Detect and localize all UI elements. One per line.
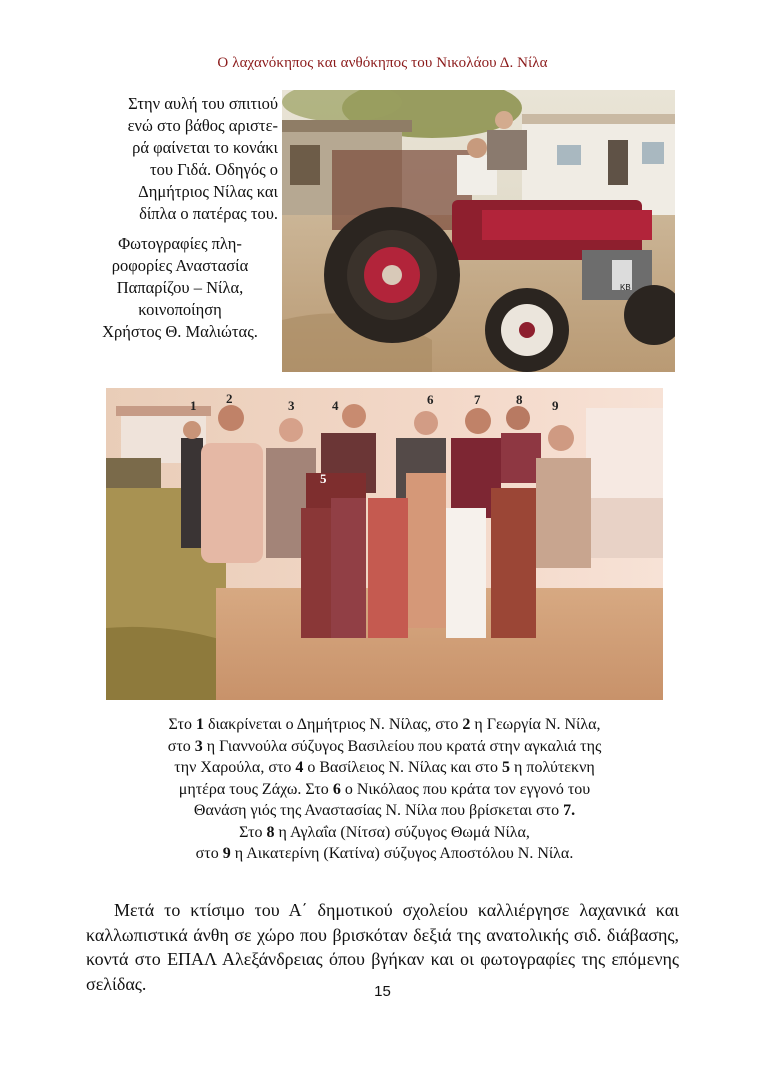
person-number-5: 5: [320, 471, 327, 486]
person-number-7: 7: [474, 392, 481, 407]
caption-text: η Γιαννούλα σύζυγος Βασιλείου που κρατά στην αγκαλιά της: [202, 737, 602, 755]
caption-text: Στο: [168, 716, 196, 733]
caption-text: μητέρα τους Ζάχω. Στο: [178, 780, 333, 798]
caption-number: 3: [194, 737, 203, 755]
family-illustration: [106, 388, 663, 700]
person-number-2: 2: [226, 391, 233, 406]
caption-text: την Χαρούλα, στο: [174, 759, 296, 776]
description-line: του Γιδά. Οδηγός ο: [149, 160, 278, 179]
caption-text: στο: [195, 845, 223, 862]
caption-text: η Αγλαΐα (Νίτσα) σύζυγος Θωμά Νίλα,: [274, 823, 530, 841]
caption-text: Θανάση γιός της Αναστασίας Ν. Νίλα που βρίσκεται στο: [193, 802, 564, 819]
credit-line: κοινοποίηση: [138, 300, 222, 319]
photo-description: [82, 93, 278, 351]
person-number-8: 8: [516, 392, 523, 407]
caption-text: η Αικατερίνη (Κατίνα) σύζυγος Αποστόλου Ν. Νίλα.: [230, 845, 574, 862]
tractor-photo: [282, 90, 675, 372]
credit-line: ροφορίες Αναστασία: [111, 256, 249, 275]
description-line: Δημήτριος Νίλας και: [138, 182, 278, 201]
description-line: δίπλα ο πατέρας του.: [139, 204, 278, 223]
caption-text: Στο: [239, 823, 267, 841]
page-number: 15: [374, 983, 391, 1000]
person-number-6: 6: [427, 392, 434, 407]
caption-number: 4: [295, 759, 304, 776]
caption-text: στο: [167, 737, 195, 755]
caption-number: 9: [222, 845, 231, 862]
tractor-illustration: [282, 90, 675, 372]
caption-number: 1: [195, 716, 204, 733]
caption-number: 6: [332, 780, 341, 798]
person-number-4: 4: [332, 398, 339, 413]
person-number-3: 3: [288, 398, 295, 413]
caption-text: η πολύτεκνη: [510, 759, 595, 776]
tractor-plate: ΚΒ: [620, 283, 631, 292]
person-number-9: 9: [552, 398, 559, 413]
description-line: ενώ στο βάθος αριστε-: [127, 116, 278, 135]
caption-number: 7.: [563, 802, 576, 819]
body-paragraph: Μετά το κτίσιμο του Α΄ δημοτικού σχολείου καλλιέργησε λαχανικά και καλλωπιστικά άνθη σε χώρο που βρισκόταν δεξιά της ανατολικής σιδ. διάβασης, κοντά στο ΕΠΑΛ Αλεξάνδρειας όπου βγήκαν και οι φωτογραφίες της επόμενης σελίδας.: [86, 900, 679, 994]
description-line: ρά φαίνεται το κονάκι: [132, 138, 278, 157]
caption-number: 8: [266, 823, 275, 841]
caption-text: ο Βασίλειος Ν. Νίλας και στο: [303, 759, 503, 776]
family-photo: [106, 388, 663, 700]
credit-line: Χρήστος Θ. Μαλιώτας.: [102, 322, 258, 341]
caption-text: ο Νικόλαος που κράτα τον εγγονό του: [340, 780, 591, 798]
caption-number: 5: [502, 759, 511, 776]
credit-line: Φωτογραφίες πλη-: [118, 234, 242, 253]
description-paragraph: [82, 93, 278, 225]
person-number-1: 1: [190, 398, 197, 413]
caption-number: 2: [462, 716, 471, 733]
running-header: Ο λαχανόκηπος και ανθόκηπος του Νικολάου Δ. Νίλα: [217, 55, 548, 71]
credit-line: Παπαρίζου – Νίλα,: [116, 278, 244, 297]
caption-text: η Γεωργία Ν. Νίλα,: [470, 716, 601, 733]
family-photo-caption: [106, 714, 663, 865]
description-line: Στην αυλή του σπιτιού: [128, 94, 278, 113]
caption-text: διακρίνεται ο Δημήτριος Ν. Νίλας, στο: [203, 716, 463, 733]
photo-credits: [82, 233, 278, 343]
